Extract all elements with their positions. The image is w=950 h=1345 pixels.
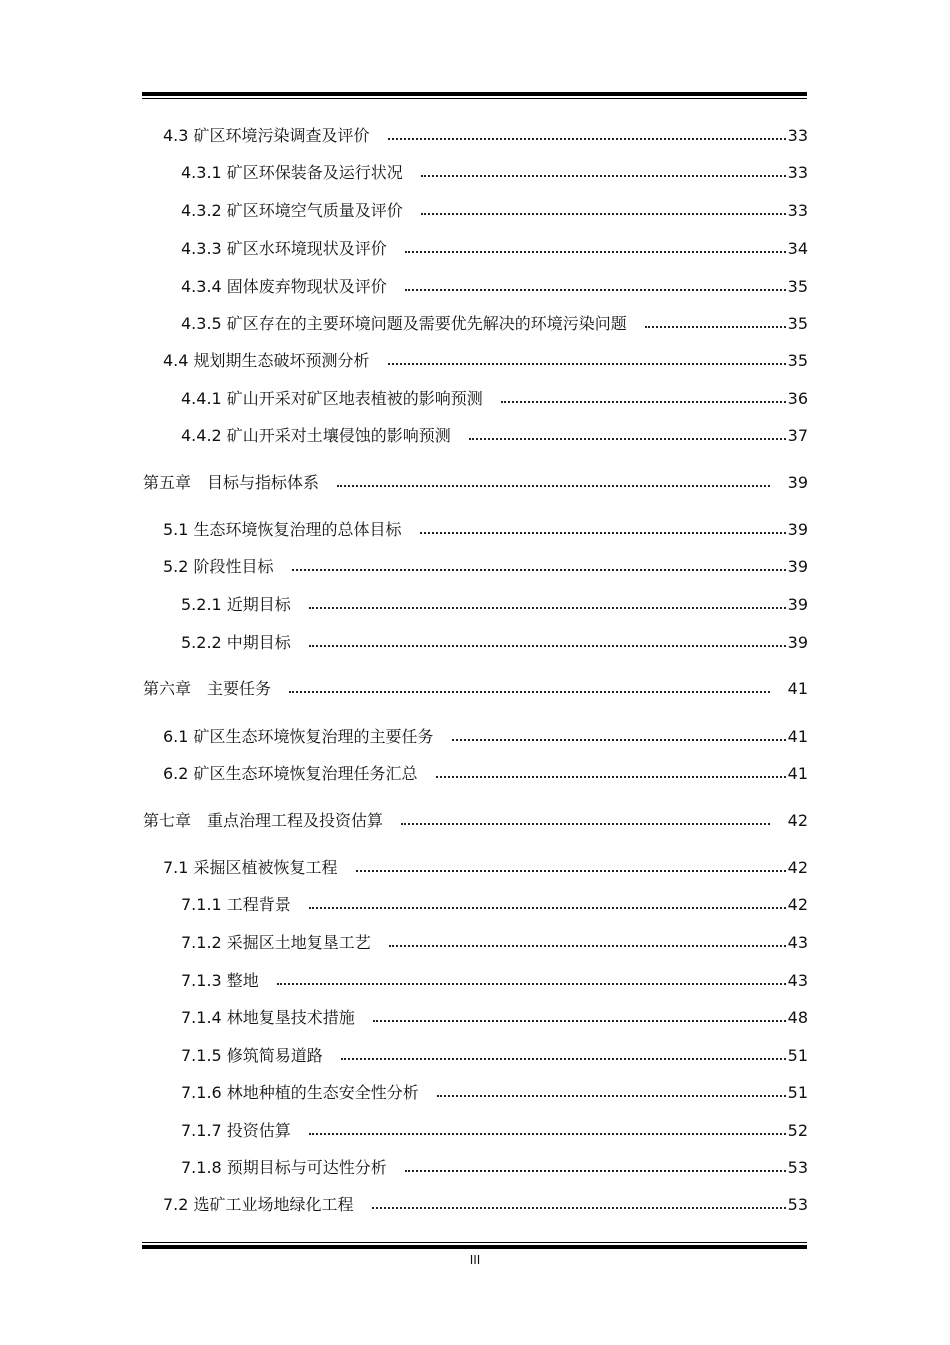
dot-leader <box>277 983 786 985</box>
toc-entry-title: 7.1 采掘区植被恢复工程 <box>163 858 338 877</box>
dot-leader <box>645 326 786 328</box>
toc-entry-page: 39 <box>787 557 808 576</box>
toc-entry-title: 7.2 选矿工业场地绿化工程 <box>163 1195 354 1214</box>
toc-entry[interactable] <box>143 471 808 495</box>
toc-entry-title: 4.4.1 矿山开采对矿区地表植被的影响预测 <box>181 389 483 408</box>
toc-entry[interactable] <box>163 856 808 880</box>
dot-leader <box>405 289 786 291</box>
toc-entry-page: 41 <box>787 727 808 746</box>
header-rule <box>142 92 807 100</box>
dot-leader <box>372 1207 786 1209</box>
toc-entry[interactable] <box>181 931 808 955</box>
toc-entry-page: 42 <box>787 811 808 830</box>
toc-entry-page: 35 <box>787 314 808 333</box>
toc-entry-page: 39 <box>787 633 808 652</box>
page-number: III <box>469 1253 481 1267</box>
toc-entry[interactable] <box>181 275 808 299</box>
dot-leader <box>389 945 786 947</box>
dot-leader <box>405 251 786 253</box>
toc-entry[interactable] <box>181 1156 808 1180</box>
toc-entry-title: 第七章 重点治理工程及投资估算 <box>143 811 384 830</box>
toc-entry-page: 48 <box>787 1008 808 1027</box>
toc-entry-page: 35 <box>787 351 808 370</box>
dot-leader <box>421 213 786 215</box>
toc-entry[interactable] <box>181 969 808 993</box>
toc-entry-page: 53 <box>787 1158 808 1177</box>
toc-entry-page: 36 <box>787 389 808 408</box>
toc-entry[interactable] <box>143 677 808 701</box>
dot-leader <box>309 907 786 909</box>
toc-entry[interactable] <box>163 349 808 373</box>
toc-entry[interactable] <box>181 424 808 448</box>
toc-entry[interactable] <box>163 1193 808 1217</box>
toc-entry[interactable] <box>181 387 808 411</box>
toc-entry-title: 5.1 生态环境恢复治理的总体目标 <box>163 520 402 539</box>
toc-entry-page: 39 <box>787 595 808 614</box>
toc-entry-page: 33 <box>787 163 808 182</box>
toc-entry[interactable] <box>163 555 808 579</box>
toc-entry-title: 第五章 目标与指标体系 <box>143 473 320 492</box>
dot-leader <box>309 1133 786 1135</box>
dot-leader <box>501 401 786 403</box>
toc-entry-title: 4.3.5 矿区存在的主要环境问题及需要优先解决的环境污染问题 <box>181 314 627 333</box>
dot-leader <box>289 691 770 693</box>
toc-entry-title: 7.1.1 工程背景 <box>181 895 291 914</box>
toc-entry-title: 4.3.4 固体废弃物现状及评价 <box>181 277 387 296</box>
toc-entry-title: 7.1.5 修筑简易道路 <box>181 1046 323 1065</box>
toc-entry-page: 53 <box>787 1195 808 1214</box>
dot-leader <box>388 138 786 140</box>
toc-entry-page: 42 <box>787 895 808 914</box>
toc-entry-page: 33 <box>787 201 808 220</box>
toc-entry-page: 35 <box>787 277 808 296</box>
dot-leader <box>420 532 786 534</box>
dot-leader <box>405 1170 786 1172</box>
dot-leader <box>436 776 786 778</box>
toc-entry[interactable] <box>163 518 808 542</box>
toc-entry-page: 39 <box>787 473 808 492</box>
dot-leader <box>292 569 786 571</box>
toc-entry-page: 37 <box>787 426 808 445</box>
dot-leader <box>469 438 786 440</box>
toc-entry-page: 41 <box>787 764 808 783</box>
dot-leader <box>437 1095 786 1097</box>
toc-entry-title: 5.2.2 中期目标 <box>181 633 291 652</box>
toc-entry-title: 5.2 阶段性目标 <box>163 557 274 576</box>
toc-entry-page: 51 <box>787 1083 808 1102</box>
toc-entry-title: 第六章 主要任务 <box>143 679 272 698</box>
toc-entry-title: 4.3.2 矿区环境空气质量及评价 <box>181 201 403 220</box>
toc-entry[interactable] <box>163 762 808 786</box>
dot-leader <box>452 739 786 741</box>
toc-entry-title: 7.1.3 整地 <box>181 971 259 990</box>
toc-entry[interactable] <box>181 1006 808 1030</box>
dot-leader <box>388 363 786 365</box>
toc-entry-page: 41 <box>787 679 808 698</box>
toc-entry-title: 4.3.1 矿区环保装备及运行状况 <box>181 163 403 182</box>
dot-leader <box>309 645 786 647</box>
toc-entry[interactable] <box>181 1119 808 1143</box>
toc-entry-page: 33 <box>787 126 808 145</box>
toc-entry-title: 4.3 矿区环境污染调查及评价 <box>163 126 370 145</box>
toc-entry-title: 7.1.6 林地种植的生态安全性分析 <box>181 1083 419 1102</box>
dot-leader <box>373 1020 786 1022</box>
toc-entry[interactable] <box>181 631 808 655</box>
toc-entry[interactable] <box>181 312 808 336</box>
toc-entry-title: 7.1.8 预期目标与可达性分析 <box>181 1158 387 1177</box>
toc-entry-page: 43 <box>787 933 808 952</box>
toc-entry[interactable] <box>181 161 808 185</box>
dot-leader <box>337 485 770 487</box>
toc-entry[interactable] <box>181 593 808 617</box>
toc-entry-page: 52 <box>787 1121 808 1140</box>
toc-entry[interactable] <box>181 237 808 261</box>
toc-entry-title: 4.4 规划期生态破坏预测分析 <box>163 351 370 370</box>
toc-entry-page: 42 <box>787 858 808 877</box>
toc-entry-title: 7.1.2 采掘区土地复垦工艺 <box>181 933 371 952</box>
toc-entry[interactable] <box>163 124 808 148</box>
toc-entry-title: 6.1 矿区生态环境恢复治理的主要任务 <box>163 727 434 746</box>
toc-entry-page: 39 <box>787 520 808 539</box>
toc-entry-page: 34 <box>787 239 808 258</box>
toc-entry-title: 7.1.7 投资估算 <box>181 1121 291 1140</box>
toc-entry[interactable] <box>181 1081 808 1105</box>
toc-entry-title: 6.2 矿区生态环境恢复治理任务汇总 <box>163 764 418 783</box>
toc-entry-page: 51 <box>787 1046 808 1065</box>
dot-leader <box>401 823 770 825</box>
dot-leader <box>356 870 786 872</box>
dot-leader <box>341 1058 786 1060</box>
toc-entry[interactable] <box>143 809 808 833</box>
toc-entry-page: 43 <box>787 971 808 990</box>
dot-leader <box>421 175 786 177</box>
toc-entry-title: 4.3.3 矿区水环境现状及评价 <box>181 239 387 258</box>
toc-entry-title: 5.2.1 近期目标 <box>181 595 291 614</box>
toc-entry[interactable] <box>181 1044 808 1068</box>
toc-entry-title: 7.1.4 林地复垦技术措施 <box>181 1008 355 1027</box>
toc-entry[interactable] <box>181 893 808 917</box>
dot-leader <box>309 607 786 609</box>
toc-entry[interactable] <box>163 725 808 749</box>
footer-rule <box>142 1242 807 1250</box>
toc-entry-title: 4.4.2 矿山开采对土壤侵蚀的影响预测 <box>181 426 451 445</box>
toc-entry[interactable] <box>181 199 808 223</box>
